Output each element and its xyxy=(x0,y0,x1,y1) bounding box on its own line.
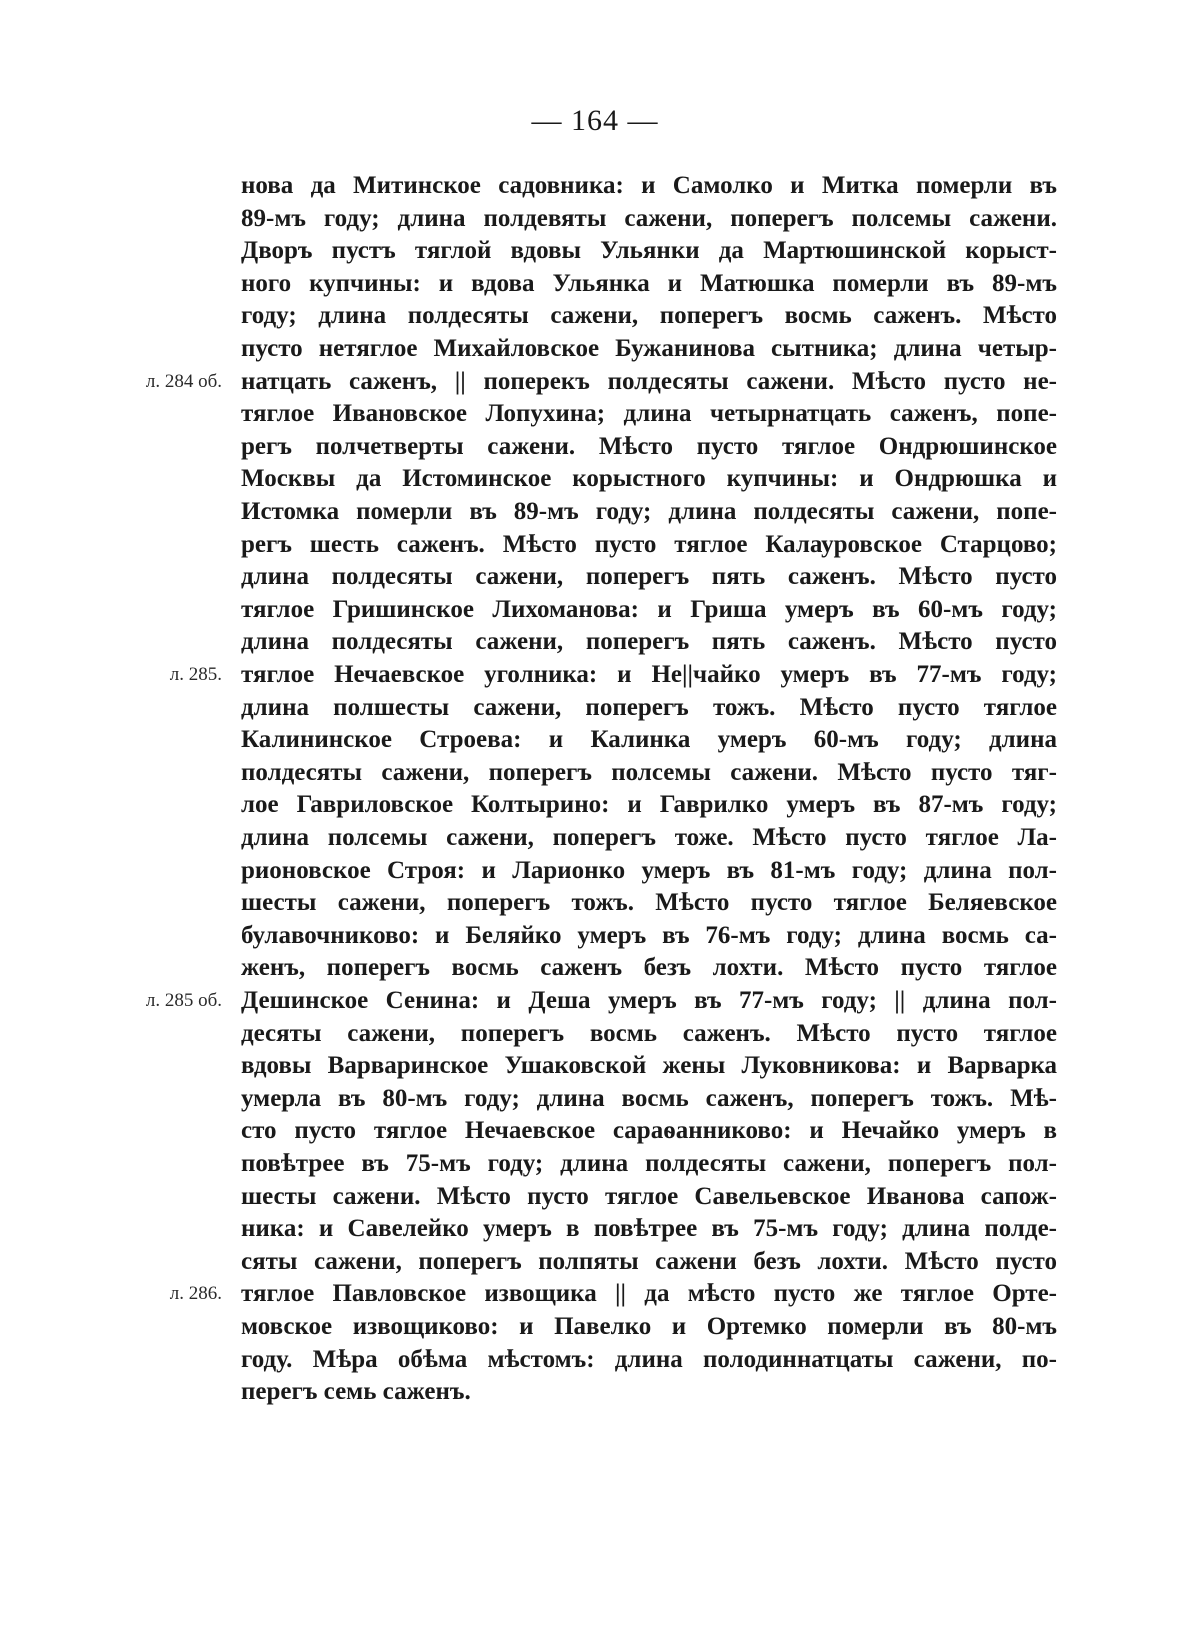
text-line: тяглое Павловское извощика || да мѣсто пусто же тяглое Орте- xyxy=(241,1280,1057,1308)
text-line: длина полдесяты сажени, поперегъ пять саженъ. Мѣсто пусто xyxy=(241,628,1057,656)
text-line: 89-мъ году; длина полдевяты сажени, поперегъ полсемы сажени. xyxy=(241,204,1057,232)
text-line: лое Гавриловское Колтырино: и Гаврилко умеръ въ 87-мъ году; xyxy=(241,791,1057,819)
text-line: ника: и Савелейко умеръ в повѣтрее въ 75-мъ году; длина полде- xyxy=(241,1215,1057,1243)
text-line: десяты сажени, поперегъ восмь саженъ. Мѣсто пусто тяглое xyxy=(241,1019,1057,1047)
text-line: натцать саженъ, || поперекъ полдесяты сажени. Мѣсто пусто не- xyxy=(241,367,1057,395)
text-line: женъ, поперегъ восмь саженъ безъ лохти. Мѣсто пусто тяглое xyxy=(241,954,1057,982)
text-line: мовское извощиково: и Павелко и Ортемко померли въ 80-мъ xyxy=(241,1313,1057,1341)
text-line: шесты сажени. Мѣсто пусто тяглое Савельевское Иванова сапож- xyxy=(241,1182,1057,1210)
text-line: длина полшесты сажени, поперегъ тожъ. Мѣсто пусто тяглое xyxy=(241,693,1057,721)
text-line: Калининское Строева: и Калинка умеръ 60-мъ году; длина xyxy=(241,726,1057,754)
text-line: Москвы да Истоминское корыстного купчины: и Ондрюшка и xyxy=(241,465,1057,493)
text-line: повѣтрее въ 75-мъ году; длина полдесяты сажени, поперегъ пол- xyxy=(241,1150,1057,1178)
text-line: сто пусто тяглое Нечаевское сараѳанниково: и Нечайко умеръ в xyxy=(241,1117,1057,1145)
text-line: булавочниково: и Беляйко умеръ въ 76-мъ году; длина восмь са- xyxy=(241,921,1057,949)
margin-note-folio: л. 285. xyxy=(169,664,222,686)
text-line: ного купчины: и вдова Ульянка и Матюшка померли въ 89-мъ xyxy=(241,269,1057,297)
margin-note-folio: л. 286. xyxy=(169,1283,222,1305)
text-line: Дешинское Сенина: и Деша умеръ въ 77-мъ году; || длина пол- xyxy=(241,987,1057,1015)
text-line: регъ полчетверты сажени. Мѣсто пусто тяглое Ондрюшинское xyxy=(241,432,1057,460)
text-line: рионовское Строя: и Ларионко умеръ въ 81-мъ году; длина пол- xyxy=(241,856,1057,884)
text-line: тяглое Нечаевское уголника: и Не||чайко умеръ въ 77-мъ году; xyxy=(241,661,1057,689)
text-line: перегъ семь саженъ. xyxy=(241,1378,471,1406)
text-line: тяглое Гришинское Лихоманова: и Гриша умеръ въ 60-мъ году; xyxy=(241,595,1057,623)
text-line: длина полсемы сажени, поперегъ тоже. Мѣсто пусто тяглое Ла- xyxy=(241,824,1057,852)
margin-note-folio: л. 285 об. xyxy=(145,990,222,1012)
margin-note-folio: л. 284 об. xyxy=(145,370,222,392)
text-line: полдесяты сажени, поперегъ полсемы сажени. Мѣсто пусто тяг- xyxy=(241,758,1057,786)
text-line: Истомка померли въ 89-мъ году; длина полдесяты сажени, попе- xyxy=(241,498,1057,525)
text-line: умерла въ 80-мъ году; длина восмь саженъ, поперегъ тожъ. Мѣ- xyxy=(241,1084,1057,1112)
text-line: шесты сажени, поперегъ тожъ. Мѣсто пусто тяглое Беляевское xyxy=(241,889,1057,917)
text-line: длина полдесяты сажени, поперегъ пять саженъ. Мѣсто пусто xyxy=(241,563,1057,591)
text-line: пусто нетяглое Михайловское Бужанинова сытника; длина четыр- xyxy=(241,335,1057,362)
text-line: Дворъ пустъ тяглой вдовы Ульянки да Мартюшинской корыст- xyxy=(241,237,1057,265)
text-line: году. Мѣра обѣма мѣстомъ: длина полодиннатцаты сажени, по- xyxy=(241,1345,1057,1373)
text-line: нова да Митинское садовника: и Самолко и Митка померли въ xyxy=(241,172,1057,199)
text-line: сяты сажени, поперегъ полпяты сажени безъ лохти. Мѣсто пусто xyxy=(241,1247,1057,1275)
text-line: вдовы Варваринское Ушаковской жены Луковникова: и Варварка xyxy=(241,1052,1057,1080)
text-line: году; длина полдесяты сажени, поперегъ восмь саженъ. Мѣсто xyxy=(241,302,1057,330)
page-number: — 164 — xyxy=(531,104,659,137)
text-line: регъ шесть саженъ. Мѣсто пусто тяглое Калауровское Старцово; xyxy=(241,530,1057,558)
text-line: тяглое Ивановское Лопухина; длина четырнатцать саженъ, попе- xyxy=(241,400,1057,428)
